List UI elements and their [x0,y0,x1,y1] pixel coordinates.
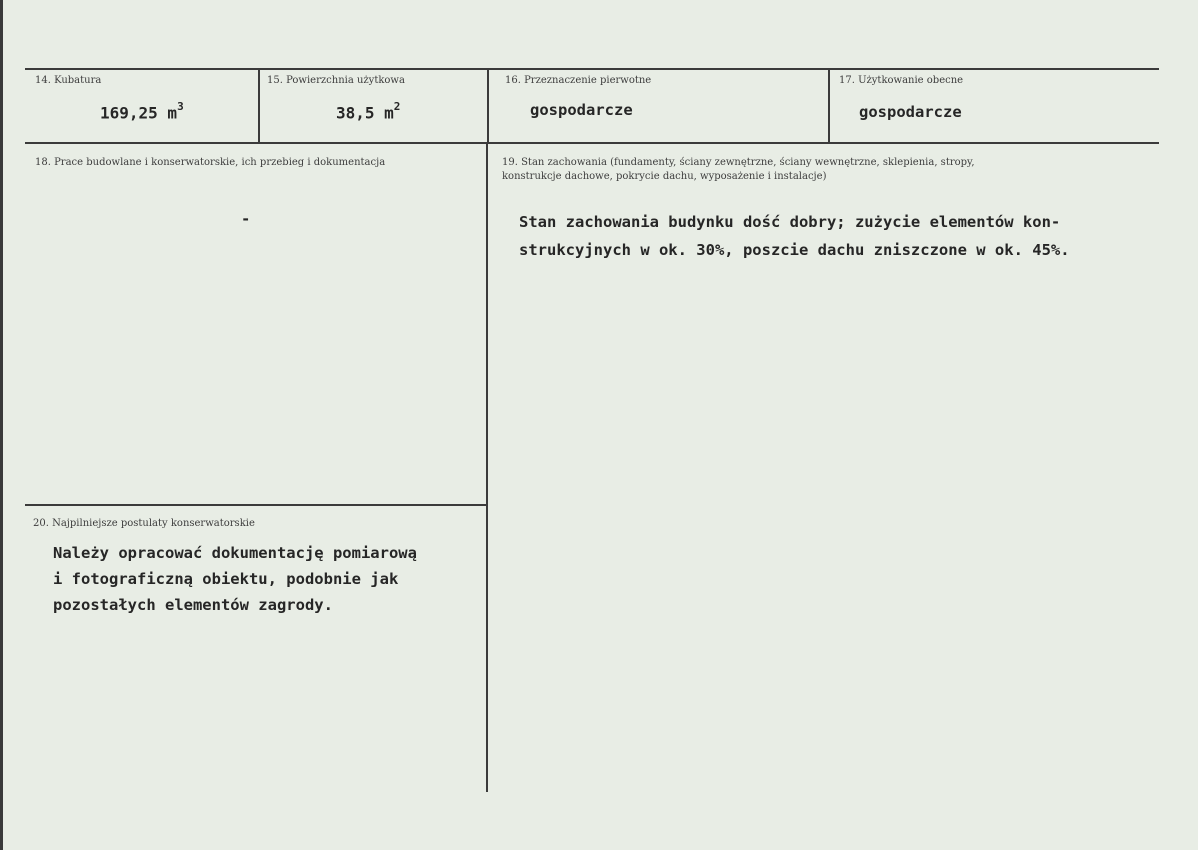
field-14-unit-exponent: 3 [177,100,184,113]
field-16-label: 16. Przeznaczenie pierwotne [505,75,652,86]
field-18-label: 18. Prace budowlane i konserwatorskie, ich przebieg i dokumentacja [35,157,386,168]
field-16-value: gospodarcze [530,101,633,119]
field-14-label: 14. Kubatura [35,75,102,86]
field-15-unit-exponent: 2 [393,100,401,113]
field-20-text-line1: Należy opracować dokumentację pomiarową [53,544,417,562]
field-20-label: 20. Najpilniejsze postulaty konserwatorskie [33,518,255,529]
header-bottom-rule [25,142,1159,144]
field-17-label: 17. Użytkowanie obecne [839,75,964,86]
field-18-value: - [241,210,251,228]
field-19-label-line2: konstrukcje dachowe, pokrycie dachu, wyposażenie i instalacje) [502,171,827,182]
divider-15-16 [487,68,489,143]
field-19-text-line2: strukcyjnych w ok. 30%, poszcie dachu zniszczone w ok. 45%. [519,241,1070,259]
field-14-number: 169,25 m [100,103,178,123]
divider-14-15 [258,68,260,143]
divider-16-17 [828,68,830,143]
field-14-value [100,96,184,126]
field-20-text-line2: i fotograficzną obiektu, podobnie jak [53,570,399,588]
field-15-label: 15. Powierzchnia użytkowa [267,75,405,86]
field-17-value: gospodarcze [859,103,962,121]
field-19-text-line1: Stan zachowania budynku dość dobry; zużycie elementów kon- [519,213,1061,231]
top-rule [25,68,1159,70]
field-20-text-line3: pozostałych elementów zagrody. [53,596,333,614]
field-15-value [336,96,400,126]
main-column-divider [486,142,488,792]
field-19-label-line1: 19. Stan zachowania (fundamenty, ściany zewnętrzne, ściany wewnętrzne, sklepienia, stropy, [502,157,975,168]
field-15-number: 38,5 m [336,103,394,123]
left-section-rule [25,504,487,506]
